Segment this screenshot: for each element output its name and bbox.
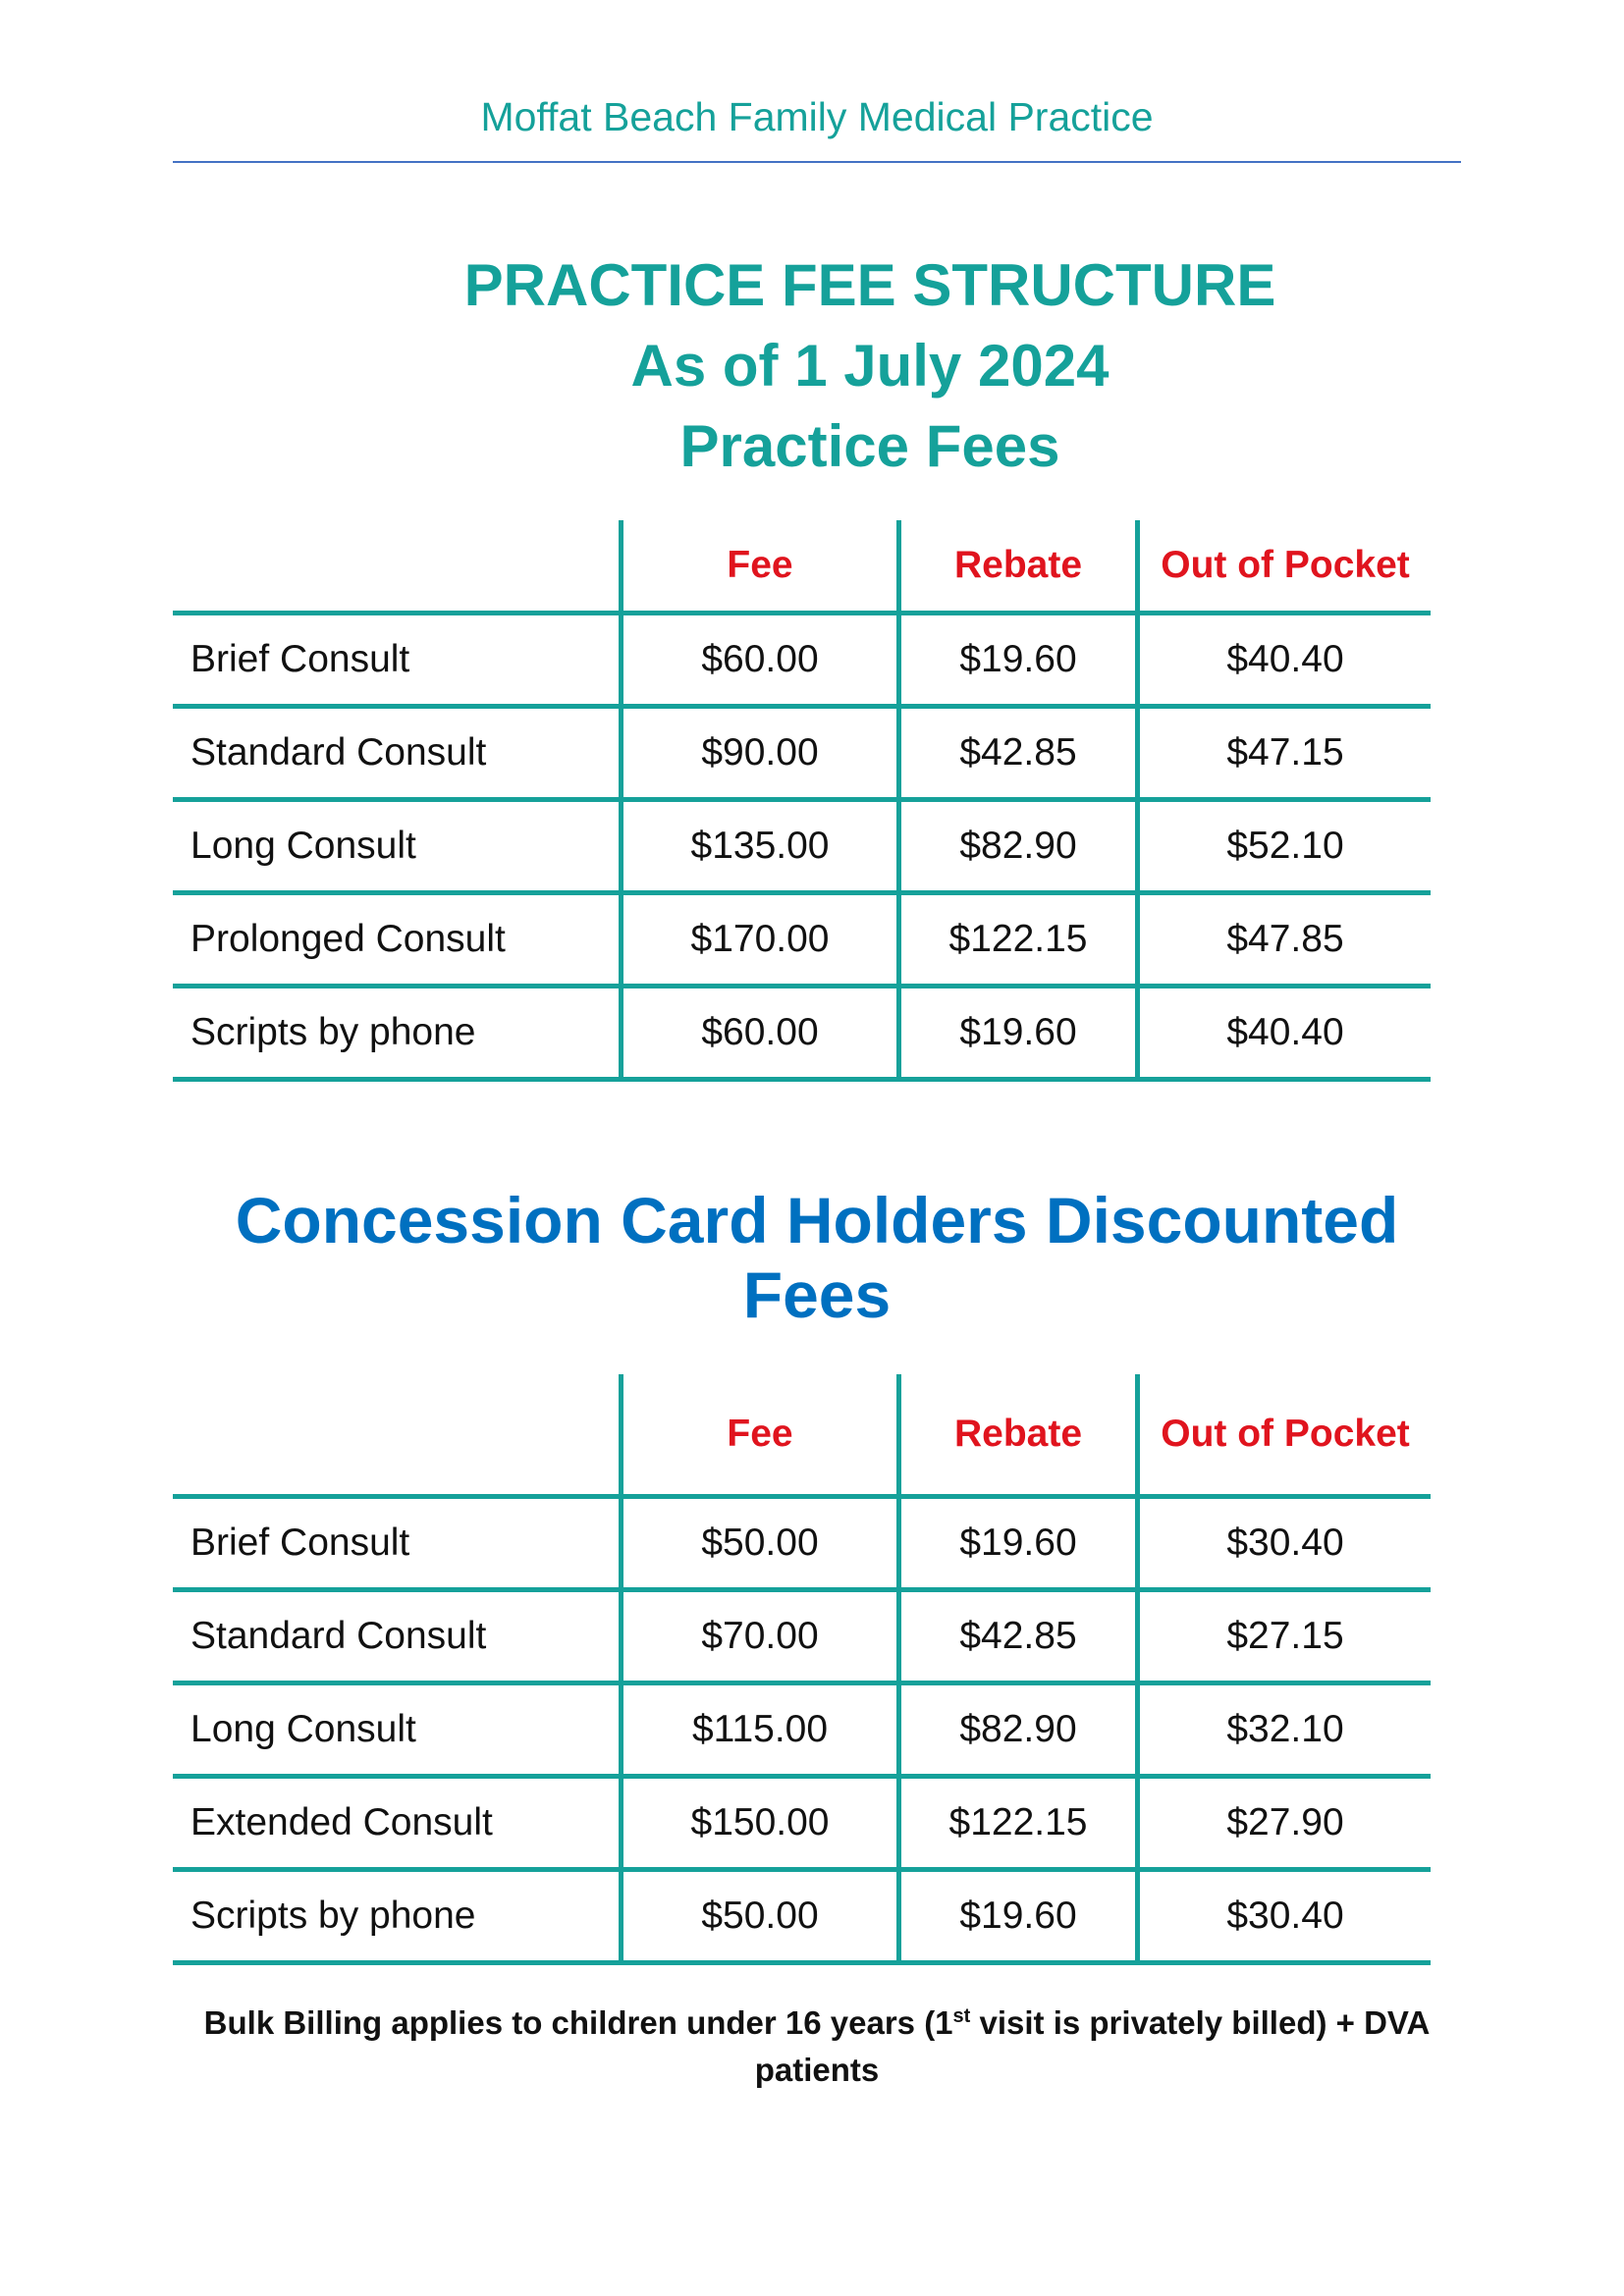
service-name: Long Consult <box>173 800 622 893</box>
service-name: Brief Consult <box>173 614 622 707</box>
fee-value: $150.00 <box>622 1777 899 1870</box>
table-row <box>173 1870 1431 1963</box>
rebate-value: $19.60 <box>899 614 1138 707</box>
service-name: Extended Consult <box>173 1777 622 1870</box>
service-name: Scripts by phone <box>173 1870 622 1963</box>
header-blank <box>173 1374 622 1497</box>
title-line-3: Practice Fees <box>679 413 1060 479</box>
oop-value: $30.40 <box>1138 1870 1432 1963</box>
oop-value: $32.10 <box>1138 1683 1432 1777</box>
rebate-value: $122.15 <box>899 1777 1138 1870</box>
oop-value: $27.90 <box>1138 1777 1432 1870</box>
fee-value: $60.00 <box>622 614 899 707</box>
oop-value: $47.15 <box>1138 707 1432 800</box>
header-out-of-pocket: Out of Pocket <box>1138 1374 1432 1497</box>
table-row <box>173 800 1431 893</box>
rebate-value: $82.90 <box>899 1683 1138 1777</box>
oop-value: $40.40 <box>1138 987 1432 1080</box>
rebate-value: $19.60 <box>899 1497 1138 1590</box>
rebate-value: $42.85 <box>899 707 1138 800</box>
rebate-value: $82.90 <box>899 800 1138 893</box>
table-row <box>173 1497 1431 1590</box>
service-name: Long Consult <box>173 1683 622 1777</box>
bulk-billing-note <box>173 1993 1461 2094</box>
service-name: Standard Consult <box>173 707 622 800</box>
practice-fees-table <box>173 520 1431 1082</box>
oop-value: $47.85 <box>1138 893 1432 987</box>
oop-value: $52.10 <box>1138 800 1432 893</box>
service-name: Scripts by phone <box>173 987 622 1080</box>
table-row <box>173 1683 1431 1777</box>
service-name: Brief Consult <box>173 1497 622 1590</box>
fee-structure-title <box>226 245 1514 487</box>
fee-value: $115.00 <box>622 1683 899 1777</box>
fee-value: $60.00 <box>622 987 899 1080</box>
header-rebate: Rebate <box>899 1374 1138 1497</box>
practice-name-header <box>173 94 1461 163</box>
header-out-of-pocket: Out of Pocket <box>1138 520 1432 614</box>
rebate-value: $122.15 <box>899 893 1138 987</box>
table-header-row <box>173 1374 1431 1497</box>
table-row <box>173 987 1431 1080</box>
practice-name: Moffat Beach Family Medical Practice <box>480 94 1154 139</box>
service-name: Prolonged Consult <box>173 893 622 987</box>
oop-value: $40.40 <box>1138 614 1432 707</box>
service-name: Standard Consult <box>173 1590 622 1683</box>
fee-value: $50.00 <box>622 1497 899 1590</box>
rebate-value: $42.85 <box>899 1590 1138 1683</box>
concession-fees-table <box>173 1374 1431 1965</box>
concession-section-title: Concession Card Holders Discounted Fees <box>235 1184 1399 1331</box>
table-row <box>173 1777 1431 1870</box>
table-header-row <box>173 520 1431 614</box>
table-row <box>173 614 1431 707</box>
oop-value: $30.40 <box>1138 1497 1432 1590</box>
fee-value: $90.00 <box>622 707 899 800</box>
header-rebate: Rebate <box>899 520 1138 614</box>
title-line-1: PRACTICE FEE STRUCTURE <box>463 252 1276 318</box>
fee-value: $70.00 <box>622 1590 899 1683</box>
rebate-value: $19.60 <box>899 987 1138 1080</box>
table-row <box>173 893 1431 987</box>
header-fee: Fee <box>622 1374 899 1497</box>
note-part-1: Bulk Billing applies to children under 16 years (1 <box>203 2004 953 2041</box>
fee-value: $50.00 <box>622 1870 899 1963</box>
rebate-value: $19.60 <box>899 1870 1138 1963</box>
header-blank <box>173 520 622 614</box>
title-line-2: As of 1 July 2024 <box>630 333 1110 399</box>
table-row <box>173 707 1431 800</box>
note-part-2: visit is privately billed) + DVA patients <box>754 2004 1431 2088</box>
fee-value: $170.00 <box>622 893 899 987</box>
table-row <box>173 1590 1431 1683</box>
note-superscript: st <box>952 2005 971 2027</box>
oop-value: $27.15 <box>1138 1590 1432 1683</box>
fee-value: $135.00 <box>622 800 899 893</box>
header-fee: Fee <box>622 520 899 614</box>
